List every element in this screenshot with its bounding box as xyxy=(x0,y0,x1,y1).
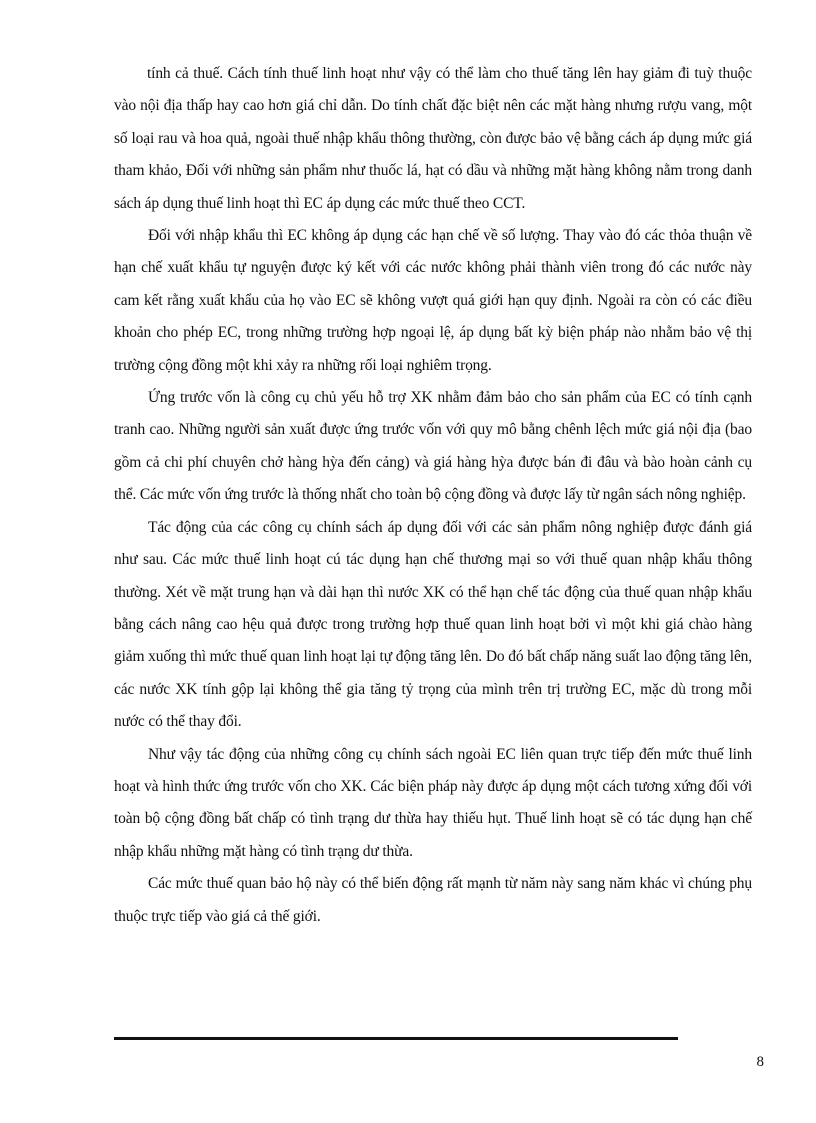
paragraph-2: Đối với nhập khẩu thì EC không áp dụng các hạn chế về số lượng. Thay vào đó các thỏa thuận về hạn chế xuất khẩu tự nguyện được ký kết với các nước không phải thành viên trong đó các nước này cam kết rằng xuất khẩu của họ vào EC sẽ không vượt quá giới hạn quy định. Ngoài ra còn có các điều khoản cho phép EC, trong những trường hợp ngoại lệ, áp dụng bất kỳ biện pháp nào nhằm bảo vệ thị trường cộng đồng một khi xảy ra những rối loại nghiêm trọng. xyxy=(114,227,752,374)
paragraph-3: Ứng trước vốn là công cụ chủ yếu hỗ trợ XK nhằm đảm bảo cho sản phẩm của EC có tính cạnh tranh cao. Những người sản xuất được ứng trước vốn với quy mô bằng chênh lệch mức giá nội địa (bao gồm cả chi phí chuyên chở hàng hỳa đến cảng) và giá hàng hỳa được bán đi đâu và bào hoàn cảnh cụ thể. Các mức vốn ứng trước là thống nhất cho toàn bộ cộng đồng và được lấy từ ngân sách nông nghiệp. xyxy=(114,389,752,504)
page-body xyxy=(114,58,752,933)
paragraph-6: Các mức thuế quan bảo hộ này có thể biến động rất mạnh từ năm này sang năm khác vì chúng phụ thuộc trực tiếp vào giá cả thế giới. xyxy=(114,875,752,925)
footer-divider xyxy=(114,1037,678,1040)
paragraph-1: tính cả thuế. Cách tính thuế linh hoạt như vậy có thể làm cho thuế tăng lên hay giảm đi tuỳ thuộc vào nội địa thấp hay cao hơn giá chỉ dẫn. Do tính chất đặc biệt nên các mặt hàng nhưng rượu vang, một số loại rau và hoa quả, ngoài thuế nhập khẩu thông thường, còn được bảo vệ bằng cách áp dụng mức giá tham khảo, Đối với những sản phẩm như thuốc lá, hạt có dầu và những mặt hàng không nằm trong danh sách áp dụng thuế linh hoạt thì EC áp dụng các mức thuế theo CCT. xyxy=(114,65,752,212)
page-number: 8 xyxy=(756,1054,764,1070)
paragraph-4: Tác động của các công cụ chính sách áp dụng đối với các sản phẩm nông nghiệp được đánh giá như sau. Các mức thuế linh hoạt cú tác dụng hạn chế thương mại so với thuế quan nhập khẩu thông thường. Xét về mặt trung hạn và dài hạn thì nước XK có thể hạn chế tác động của thuế quan nhập khẩu bằng cách nâng cao hệu quả được trong trường hợp thuế quan linh hoạt bởi vì một khi giá chào hàng giảm xuống thì mức thuế quan linh hoạt lại tự động tăng lên. Do đó bất chấp năng suất lao động tăng lên, các nước XK tính gộp lại không thể gia tăng tỷ trọng của mình trên trị trường EC, mặc dù trong mỗi nước có thể thay đổi. xyxy=(114,518,752,731)
paragraph-5: Như vậy tác động của những công cụ chính sách ngoài EC liên quan trực tiếp đến mức thuế linh hoạt và hình thức ứng trước vốn cho XK. Các biện pháp này được áp dụng một cách tương xứng đối với toàn bộ cộng đồng bất chấp có tình trạng dư thừa hay thiếu hụt. Thuế linh hoạt sẽ có tác dụng hạn chế nhập khẩu những mặt hàng có tình trạng dư thừa. xyxy=(114,745,752,860)
